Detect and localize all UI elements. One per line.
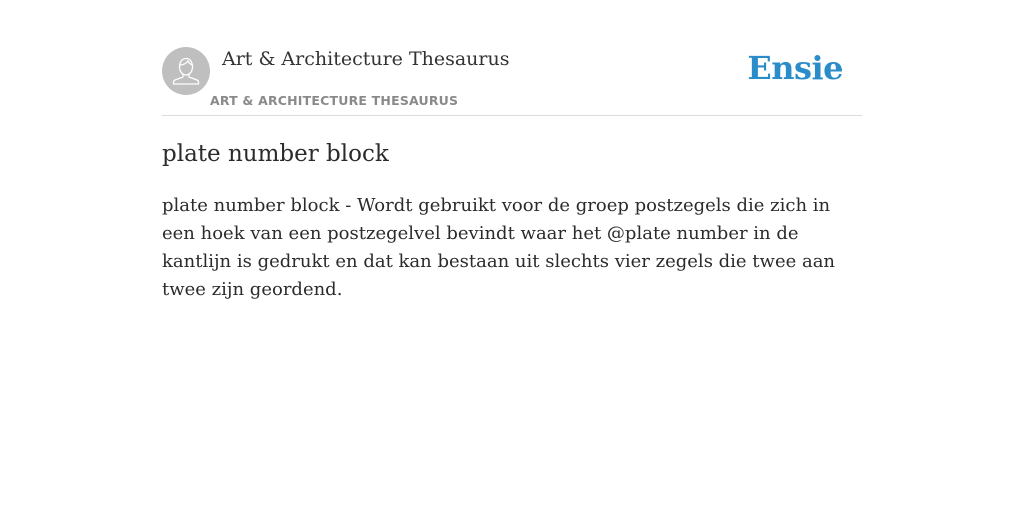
- term-title: plate number block: [162, 141, 389, 167]
- term-definition: plate number block - Wordt gebruikt voor de groep postzegels die zich in een hoek van een postzegelvel bevindt waar het @plate number in de kantlijn is gedrukt en dat kan bestaan uit slechts vier zegels die twee aan twee zijn geordend.: [162, 195, 836, 300]
- user-silhouette-icon: [162, 47, 210, 95]
- source-avatar[interactable]: [162, 47, 210, 95]
- source-subtitle: ART & ARCHITECTURE THESAURUS: [210, 93, 459, 108]
- ensie-logo-link[interactable]: Ensie: [747, 49, 843, 87]
- source-title[interactable]: Art & Architecture Thesaurus: [222, 48, 510, 70]
- source-header: [162, 47, 862, 116]
